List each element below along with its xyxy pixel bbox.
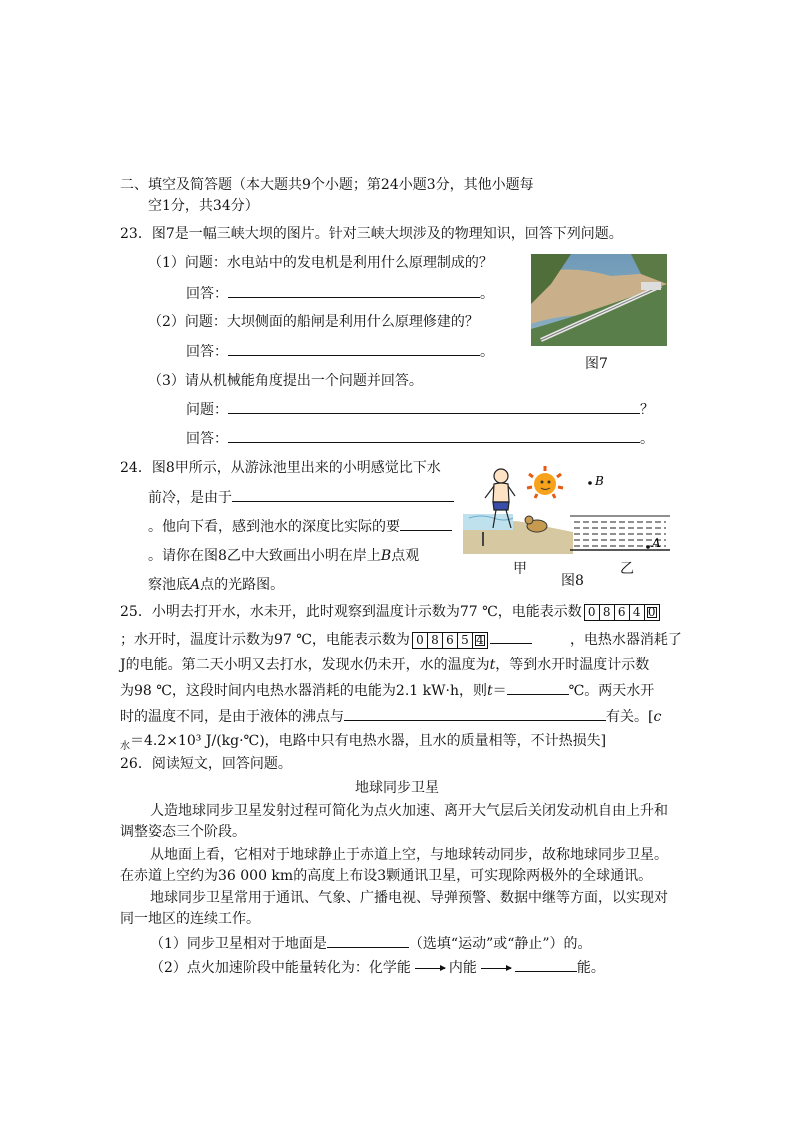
q26-part2: [150, 957, 605, 978]
question-mark: ？: [640, 402, 654, 418]
q24-line4: [148, 546, 419, 566]
q23-part1-question: （1）问题：水电站中的发电机是利用什么原理制成的？: [148, 255, 493, 271]
q25-text: ，等到水开时温度计示数: [495, 657, 650, 673]
figure8-yi-pool-diagram: [570, 470, 672, 560]
figure7-caption: 图7: [585, 356, 608, 372]
subscript-water: 水: [120, 740, 130, 752]
q24-text: 。请你在图8乙中大致画出小明在岸上: [148, 548, 381, 564]
period: 。: [480, 344, 494, 360]
arrow-right-icon: [415, 968, 445, 969]
q24-line5: [148, 575, 284, 595]
period: 。: [480, 286, 494, 302]
meter-digit: 0: [645, 605, 659, 620]
q23-part3-prompt: （3）请从机械能角度提出一个问题并回答。: [148, 373, 423, 389]
answer-blank[interactable]: [228, 428, 640, 443]
q25-line1: [120, 602, 662, 622]
q23-part3-question: [186, 399, 654, 420]
arrow-right-icon: [481, 968, 511, 969]
q26-text: 内能: [448, 960, 477, 976]
q24-line3: [148, 516, 452, 537]
q25-text: ＝4.2×10³ J/(kg·℃)，电路中只有电热水器，且水的质量相等，不计热损失]: [130, 733, 607, 749]
figure8-jia-illustration: [463, 462, 573, 554]
q26-part1: [150, 933, 592, 954]
q25-line2: [120, 629, 682, 650]
meter-digit: 4: [473, 633, 487, 648]
point-b-label: B: [595, 474, 604, 488]
q25-text: ；水开时，温度计示数为97 ℃，电能表示数为: [120, 632, 410, 648]
answer-label: 回答：: [186, 344, 228, 360]
point-b-dot: [588, 481, 592, 485]
q24-text: 点的光路图。: [200, 577, 285, 593]
q24-line2: [148, 487, 454, 508]
section-heading-line2: 空1分，共34分）: [148, 198, 259, 214]
para3-line2: 同一地区的连续工作。: [120, 911, 260, 927]
var-t: t: [489, 657, 496, 673]
q23-stem: 23．图7是一幅三峡大坝的图片。针对三峡大坝涉及的物理知识，回答下列问题。: [120, 226, 623, 242]
figure8-yi-label: 乙: [620, 561, 634, 577]
q25-text: J的电能。第二天小明又去打水，发现水仍未开，水的温度为: [120, 657, 490, 673]
q25-line6: [120, 731, 606, 757]
point-a-label: A: [190, 577, 201, 593]
q25-line4: [120, 680, 654, 701]
meter-digit: 0: [585, 605, 600, 620]
section-heading-line1: 二、填空及简答题（本大题共9个小题；第24小题3分，其他小题每: [120, 177, 534, 193]
q26-stem: 26．阅读短文，回答问题。: [120, 756, 292, 772]
meter-digit: 6: [615, 605, 630, 620]
point-b-label: B: [380, 548, 392, 564]
var-t: t: [486, 683, 493, 699]
q24-line1: 24．图8甲所示，从游泳池里出来的小明感觉比下水: [120, 460, 441, 476]
q24-reason-blank[interactable]: [232, 487, 454, 502]
q24-text: 。他向下看，感到池水的深度比实际的要: [148, 519, 400, 535]
point-a-label: A: [652, 536, 661, 550]
answer-label: 回答：: [186, 286, 228, 302]
q25-text: ＝: [492, 683, 507, 699]
question-blank[interactable]: [228, 399, 640, 414]
meter-digit: 4: [630, 605, 645, 620]
q23-part2-question: （2）问题：大坝侧面的船闸是利用什么原理修建的？: [148, 314, 479, 330]
q25-text: 25．小明去打开水，水未开，此时观察到温度计示数为77 ℃，电能表示数: [120, 604, 582, 620]
q25-text: 时的温度不同，是由于液体的沸点与: [120, 709, 344, 725]
q25-text: ℃。两天水开: [568, 683, 655, 699]
para2-line2: 在赤道上空约为36 000 km的高度上布设3颗通讯卫星，可实现除两极外的全球通讯。: [120, 868, 653, 884]
para2-line1: 从地面上看，它相对于地球静止于赤道上空，与地球转动同步，故称地球同步卫星。: [150, 847, 668, 863]
q23-part2-answer: [186, 341, 494, 362]
dog-figure: [525, 516, 547, 532]
answer-blank[interactable]: [228, 283, 480, 298]
para3-line1: 地球同步卫星常用于通讯、气象、广播电视、导弹预警、数据中继等方面，以实现对: [150, 890, 668, 906]
q24-text: 点观: [391, 548, 420, 564]
sun-icon: [527, 466, 563, 498]
q25-text: 有关。[: [606, 709, 654, 725]
meter-digit: 6: [443, 633, 458, 648]
q23-part1-answer: [186, 283, 494, 304]
para1-line2: 调整姿态三个阶段。: [120, 824, 246, 840]
q26-energy-blank[interactable]: [515, 957, 577, 972]
q25-temperature-blank[interactable]: [507, 680, 569, 695]
q25-boiling-point-blank[interactable]: [344, 706, 606, 721]
passage-title: 地球同步卫星: [355, 780, 439, 796]
question-label: 问题：: [186, 402, 228, 418]
q23-part3-answer: [186, 428, 654, 449]
figure8-caption: 图8: [561, 573, 584, 589]
q26-text: （2）点火加速阶段中能量转化为：化学能: [150, 960, 411, 976]
meter-digit: 8: [600, 605, 615, 620]
q26-motion-blank[interactable]: [327, 933, 409, 948]
meter-digit: 5: [458, 633, 473, 648]
energy-meter-reading-2: [412, 632, 488, 649]
q25-text: ，电热水器消耗了: [569, 632, 682, 648]
meter-digit: 0: [413, 633, 428, 648]
answer-label: 回答：: [186, 431, 228, 447]
meter-digit: 8: [428, 633, 443, 648]
energy-meter-reading-1: [584, 604, 660, 621]
q25-text: 为98 ℃，这段时间内电热水器消耗的电能为2.1 kW·h，则: [120, 683, 487, 699]
var-c: c: [653, 709, 662, 725]
three-gorges-dam-photo: [531, 254, 667, 346]
para1-line1: 人造地球同步卫星发射过程可简化为点火加速、离开大气层后关闭发动机自由上升和: [150, 803, 668, 819]
q24-text: 前冷，是由于: [148, 490, 232, 506]
q26-text: （1）同步卫星相对于地面是: [150, 936, 327, 952]
q25-energy-blank[interactable]: [490, 629, 532, 644]
q24-text: 察池底: [148, 577, 190, 593]
answer-blank[interactable]: [228, 341, 480, 356]
q25-line5: [120, 706, 661, 727]
q26-text: 能。: [576, 960, 605, 976]
figure8-jia-label: 甲: [513, 561, 527, 577]
period: 。: [640, 431, 654, 447]
point-a-dot: [646, 545, 650, 549]
q25-line3: [120, 655, 649, 675]
q24-depth-blank[interactable]: [400, 516, 452, 531]
q26-text: （选填“运动”或“静止”）的。: [408, 936, 592, 952]
